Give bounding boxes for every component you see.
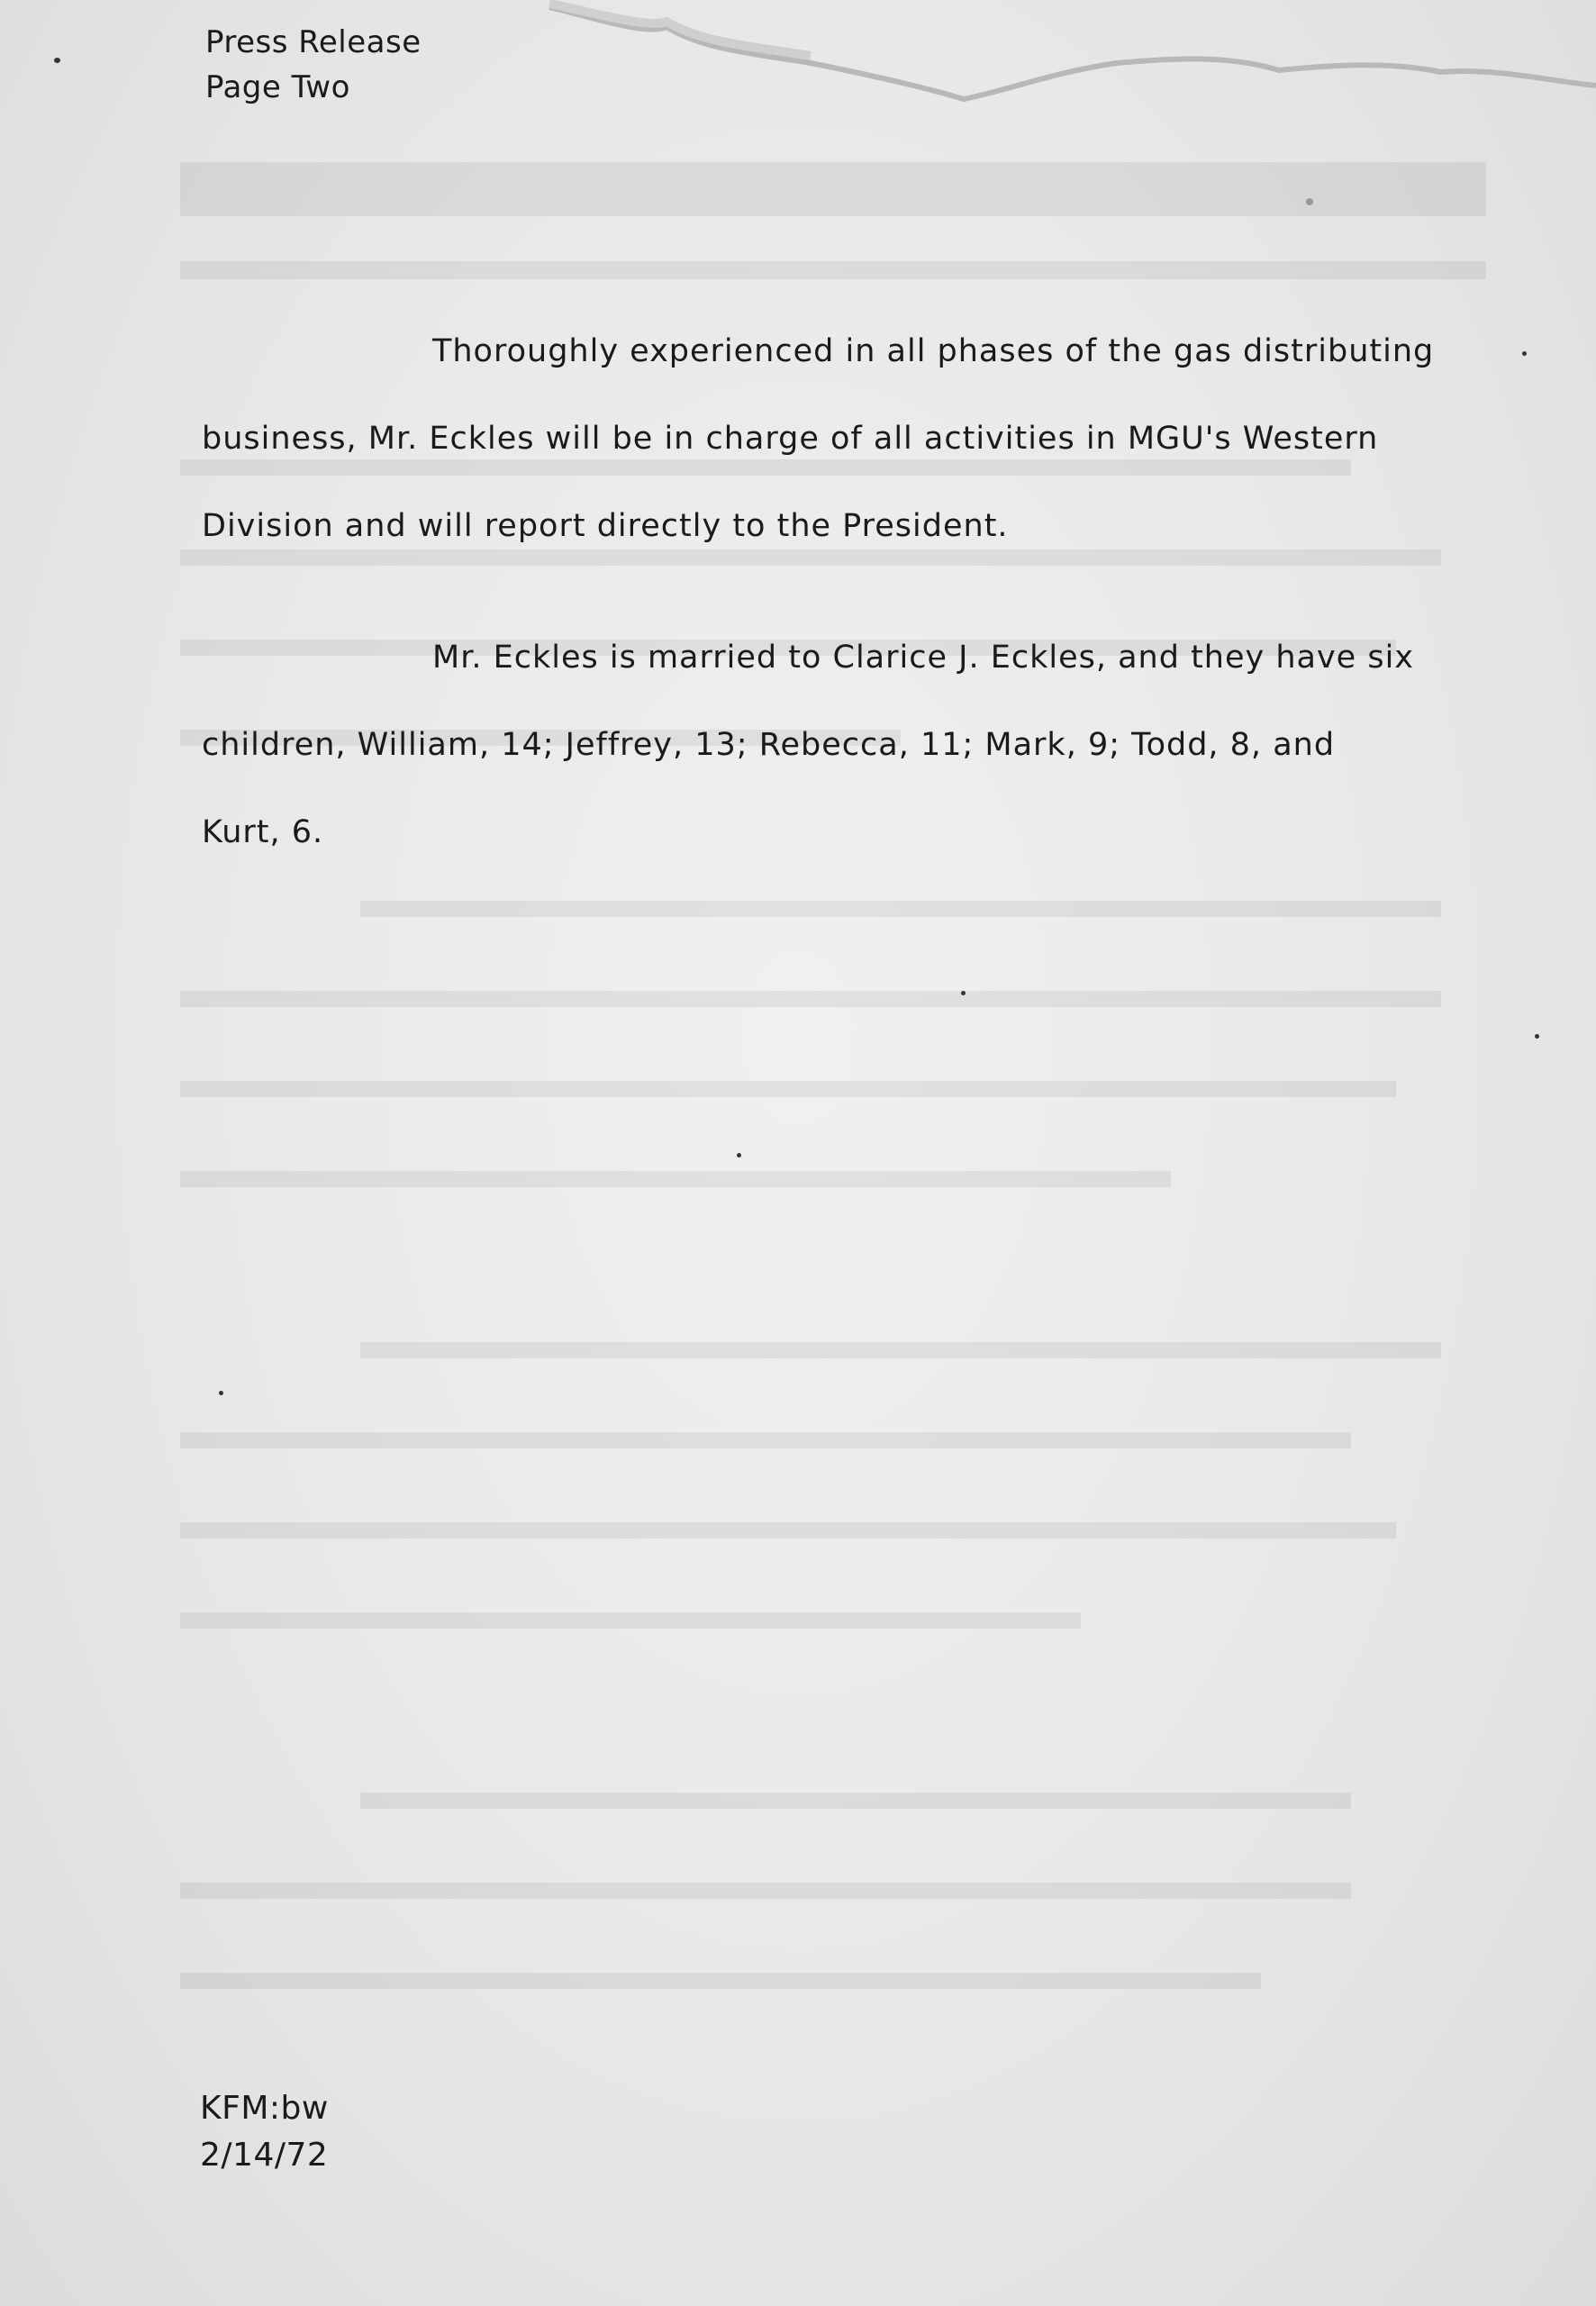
press-release-header <box>205 20 422 110</box>
paper-speck <box>1535 1034 1539 1039</box>
paper-speck <box>1522 351 1527 356</box>
paragraph-family <box>202 614 1463 876</box>
reference-initials-block <box>200 2085 329 2179</box>
paper-speck <box>737 1153 741 1158</box>
header-title: Press Release <box>205 24 422 60</box>
paper-speck <box>1306 198 1313 205</box>
paragraph2-line1: Mr. Eckles is married to Clarice J. Eckles, and they have six <box>432 640 1415 676</box>
paragraph2-line3: Kurt, 6. <box>202 814 324 850</box>
paragraph-experience <box>202 308 1463 570</box>
header-page-number: Page Two <box>205 69 350 105</box>
paragraph1-line1: Thoroughly experienced in all phases of the gas distributing <box>432 333 1435 369</box>
torn-paper-edge <box>540 0 1596 135</box>
document-date: 2/14/72 <box>200 2137 329 2174</box>
typist-initials: KFM:bw <box>200 2090 329 2127</box>
paragraph1-line3: Division and will report directly to the President. <box>202 508 1009 544</box>
paragraph1-line2: business, Mr. Eckles will be in charge of all activities in MGU's Western <box>202 421 1379 457</box>
paper-speck <box>961 991 966 995</box>
paper-speck <box>219 1391 223 1395</box>
paragraph2-line2: children, William, 14; Jeffrey, 13; Rebecca, 11; Mark, 9; Todd, 8, and <box>202 727 1336 763</box>
paper-speck <box>54 58 60 63</box>
